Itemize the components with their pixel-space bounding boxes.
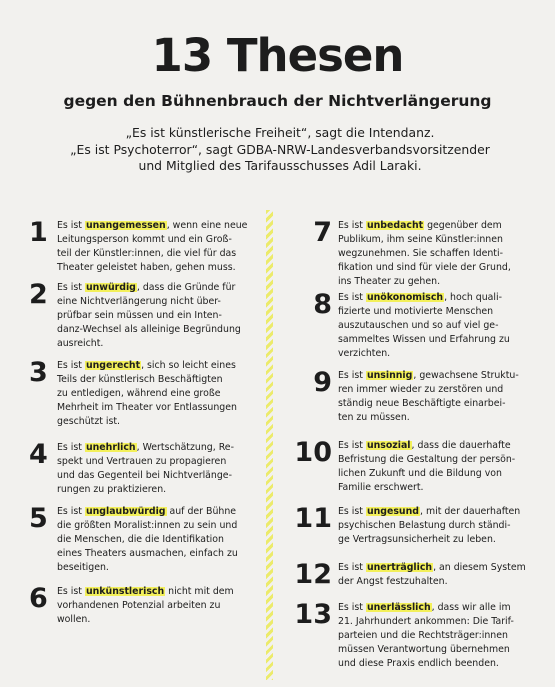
thesis-text-line: sammeltes Wissen und Erfahrung zu (338, 334, 510, 345)
highlighted-keyword: unangemessen (85, 220, 166, 231)
thesis-number: 10 (294, 437, 332, 468)
intro-line: „Es ist künstlerische Freiheit“, sagt die Intendanz. (125, 125, 435, 140)
thesis-text-line: Es ist unsozial, dass die dauerhafte (338, 440, 511, 451)
thesis-text-line: und das Gegenteil bei Nichtverlänge- (57, 470, 232, 481)
thesis-text-line: fizierte und motivierte Menschen (338, 306, 494, 317)
thesis-text-line: prüfbar sein müssen und ein Inten- (57, 310, 222, 321)
thesis-number: 7 (313, 217, 332, 248)
thesis-number: 2 (29, 279, 48, 310)
hatched-divider (266, 210, 273, 680)
thesis-text-line: der Angst festzuhalten. (338, 576, 448, 587)
thesis-text-line: rungen zu praktizieren. (57, 484, 167, 495)
thesis-text-line: Es ist unwürdig, dass die Gründe für (57, 282, 236, 293)
thesis-number: 5 (29, 503, 48, 534)
thesis-number: 11 (294, 503, 332, 534)
highlighted-keyword: ungerecht (85, 360, 141, 371)
thesis-text-line: müssen Verantwortung übernehmen (338, 644, 510, 655)
thesis-text-line: fikation und sind für viele der Grund, (338, 262, 511, 273)
thesis-text-line: Es ist unkünstlerisch nicht mit dem (57, 586, 234, 597)
thesis-text-line: psychischen Belastung durch ständi- (338, 520, 511, 531)
highlighted-keyword: unsozial (366, 440, 411, 451)
thesis-text (57, 505, 238, 575)
thesis-text-line: auszutauschen und so auf viel ge- (338, 320, 499, 331)
thesis-number: 13 (294, 599, 332, 630)
thesis-text (57, 281, 241, 351)
thesis-number: 6 (29, 583, 48, 614)
intro-line: und Mitglied des Tarifausschusses Adil Laraki. (138, 158, 422, 173)
thesis-text (338, 439, 515, 495)
thesis-text (57, 359, 237, 429)
thesis-text-line: Es ist unangemessen, wenn eine neue (57, 220, 248, 231)
highlighted-keyword: ungesund (366, 506, 419, 517)
thesis-text-line: Es ist ungerecht, sich so leicht eines (57, 360, 236, 371)
thesis-text (338, 291, 510, 361)
thesis-text (57, 441, 234, 497)
thesis-number: 1 (29, 217, 48, 248)
page-subtitle: gegen den Bühnenbrauch der Nichtverlängerung (63, 92, 492, 110)
thesis-text (338, 219, 511, 289)
thesis-text-line: Es ist unglaubwürdig auf der Bühne (57, 506, 237, 517)
page-title: 13 Thesen (151, 29, 404, 82)
thesis-text-line: Es ist unerlässlich, dass wir alle im (338, 602, 511, 613)
thesis-text-line: Es ist ungesund, mit der dauerhaften (338, 506, 521, 517)
thesis-text-line: vorhandenen Potenzial arbeiten zu (57, 600, 221, 611)
thesis-text-line: Publikum, ihm seine Künstler:innen (338, 234, 503, 245)
highlighted-keyword: unerlässlich (366, 602, 431, 613)
thesis-text-line: ren immer wieder zu zerstören und (338, 384, 504, 395)
thesis-text-line: geschützt ist. (57, 416, 121, 427)
thesis-text-line: eine Nichtverlängerung nicht über- (57, 296, 221, 307)
thesis-text-line: ständig neue Beschäftigte einarbei- (338, 398, 506, 409)
thesis-text-line: beseitigen. (57, 562, 109, 573)
thesis-text-line: Familie erschwert. (338, 482, 424, 493)
thesis-text (57, 219, 247, 275)
thesis-text-line: Leitungsperson kommt und ein Groß- (57, 234, 232, 245)
thesis-text-line: wegzunehmen. Sie schaffen Identi- (338, 248, 503, 259)
highlighted-keyword: unglaubwürdig (85, 506, 166, 517)
thesis-number: 3 (29, 357, 48, 388)
thesis-number: 12 (294, 559, 332, 590)
thesis-text-line: Theater geleistet haben, gehen muss. (57, 262, 236, 273)
thesis-number: 9 (313, 367, 332, 398)
thesis-text-line: 21. Jahrhundert ankommen: Die Tarif- (338, 616, 514, 627)
highlighted-keyword: unbedacht (366, 220, 424, 231)
thesis-text-line: Es ist unökonomisch, hoch quali- (338, 292, 503, 303)
thesis-text (338, 505, 520, 547)
thesis-text-line: Teils der künstlerisch Beschäftigten (57, 374, 223, 385)
thesis-text-line: teil der Künstler:innen, die viel für das (57, 248, 237, 259)
highlighted-keyword: unerträglich (366, 562, 433, 573)
thesis-text (338, 369, 519, 425)
thesis-text-line: ausreicht. (57, 338, 104, 349)
thesis-text-line: Es ist unbedacht gegenüber dem (338, 220, 502, 231)
thesis-text-line: wollen. (57, 614, 91, 625)
thesis-text-line: Mehrheit im Theater vor Entlassungen (57, 402, 237, 413)
highlighted-keyword: unehrlich (85, 442, 136, 453)
thesis-text-line: Es ist unsinnig, gewachsene Struktu- (338, 370, 519, 381)
thesis-text-line: lichen Zukunft und die Bildung von (338, 468, 502, 479)
thesis-text-line: Es ist unerträglich, an diesem System (338, 562, 526, 573)
thesis-text-line: ten zu müssen. (338, 412, 410, 423)
thesis-text-line: danz-Wechsel als alleinige Begründung (57, 324, 241, 335)
highlighted-keyword: unwürdig (85, 282, 136, 293)
thesis-text-line: eines Theaters ausmachen, einfach zu (57, 548, 238, 559)
thesis-number: 4 (29, 439, 48, 470)
thesis-text (57, 585, 234, 627)
thesis-text-line: parteien und die Rechtsträger:innen (338, 630, 508, 641)
thesis-number: 8 (313, 289, 332, 320)
highlighted-keyword: unökonomisch (366, 292, 444, 303)
thesis-text-line: ins Theater zu gehen. (338, 276, 441, 287)
thesis-text-line: verzichten. (338, 348, 391, 359)
thesis-text-line: die größten Moralist:innen zu sein und (57, 520, 238, 531)
thesis-text-line: spekt und Vertrauen zu propagieren (57, 456, 227, 467)
thesis-text-line: und diese Praxis endlich beenden. (338, 658, 499, 669)
thesis-text (338, 601, 514, 671)
highlighted-keyword: unsinnig (366, 370, 413, 381)
thesis-text (338, 561, 526, 589)
thesis-text-line: Befristung die Gestaltung der persön- (338, 454, 516, 465)
highlighted-keyword: unkünstlerisch (85, 586, 165, 597)
thesis-text-line: zu entledigen, während eine große (57, 388, 221, 399)
thesis-text-line: ge Vertragsunsicherheit zu leben. (338, 534, 496, 545)
intro-quote (60, 125, 500, 175)
thesis-text-line: Es ist unehrlich, Wertschätzung, Re- (57, 442, 234, 453)
intro-line: „Es ist Psychoterror“, sagt GDBA-NRW-Landesverbandsvorsitzender (70, 141, 490, 157)
thesis-text-line: die Menschen, die die Identifikation (57, 534, 224, 545)
